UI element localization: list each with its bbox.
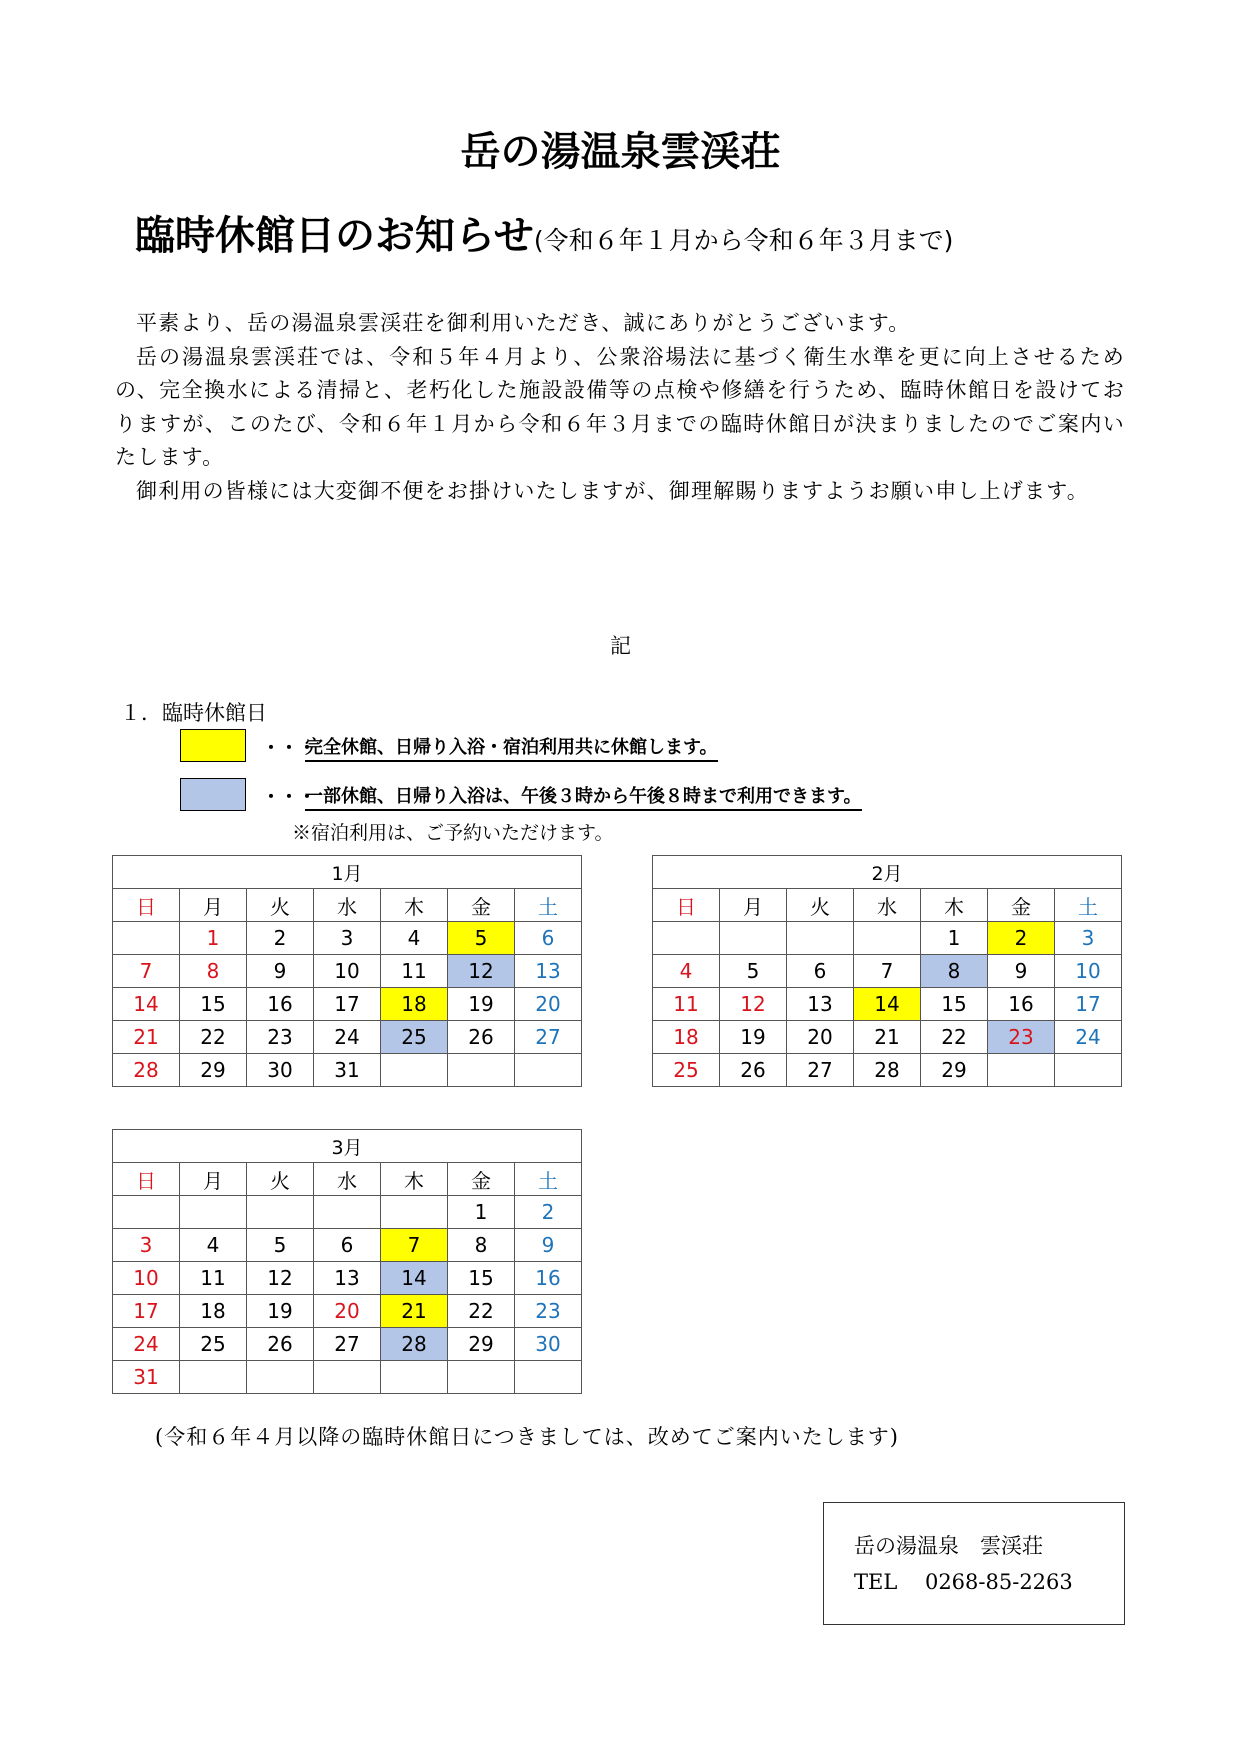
weekday-header: 木 bbox=[381, 889, 448, 922]
calendar-day: 27 bbox=[787, 1054, 854, 1087]
legend-full-label: 完全休館、日帰り入浴・宿泊利用共に休館します。 bbox=[305, 733, 718, 762]
weekday-header: 月 bbox=[720, 889, 787, 922]
calendar-day: 17 bbox=[1055, 988, 1122, 1021]
calendar-day: 26 bbox=[720, 1054, 787, 1087]
calendar-day: 10 bbox=[314, 955, 381, 988]
calendar-month-header: 2月 bbox=[653, 856, 1122, 889]
paragraph: 御利用の皆様には大変御不便をお掛けいたしますが、御理解賜りますようお願い申し上げます。 bbox=[136, 478, 1089, 503]
calendar-day: 5 bbox=[720, 955, 787, 988]
calendar-day: 5 bbox=[448, 922, 515, 955]
calendar-day: 19 bbox=[448, 988, 515, 1021]
notice-body bbox=[115, 307, 1125, 508]
calendar-day: 26 bbox=[247, 1328, 314, 1361]
calendar-day: 20 bbox=[515, 988, 582, 1021]
calendar-day: 25 bbox=[381, 1021, 448, 1054]
calendar-march bbox=[112, 1129, 582, 1394]
calendar-day: 7 bbox=[381, 1229, 448, 1262]
calendar-day: 4 bbox=[381, 922, 448, 955]
calendar-day: 2 bbox=[247, 922, 314, 955]
calendar-day: 22 bbox=[448, 1295, 515, 1328]
calendar-day: 25 bbox=[653, 1054, 720, 1087]
calendar-day: 23 bbox=[515, 1295, 582, 1328]
calendar-day: 11 bbox=[381, 955, 448, 988]
calendar-day: 22 bbox=[180, 1021, 247, 1054]
weekday-header: 木 bbox=[381, 1163, 448, 1196]
weekday-header: 火 bbox=[247, 1163, 314, 1196]
calendar-day: 28 bbox=[381, 1328, 448, 1361]
calendar-day: 17 bbox=[314, 988, 381, 1021]
paragraph: 岳の湯温泉雲渓荘では、令和５年４月より、公衆浴場法に基づく衛生水準を更に向上させるための、完全換水による清掃と、老朽化した施設設備等の点検や修繕を行うため、臨時休館日を設けておりますが、このたび、令和６年１月から令和６年３月までの臨時休館日が決まりましたのでご案内いたします。 bbox=[115, 344, 1125, 469]
section-label: １．臨時休館日 bbox=[120, 701, 267, 725]
calendar-empty-cell bbox=[1055, 1054, 1122, 1087]
calendar-day: 28 bbox=[854, 1054, 921, 1087]
calendar-empty-cell bbox=[787, 922, 854, 955]
calendar-day: 9 bbox=[988, 955, 1055, 988]
calendar-day: 7 bbox=[113, 955, 180, 988]
calendar-day: 30 bbox=[247, 1054, 314, 1087]
calendar-day: 16 bbox=[247, 988, 314, 1021]
calendar-day: 6 bbox=[515, 922, 582, 955]
calendar-day: 12 bbox=[247, 1262, 314, 1295]
calendar-month-header: 3月 bbox=[113, 1130, 582, 1163]
calendar-day: 20 bbox=[787, 1021, 854, 1054]
weekday-header: 土 bbox=[515, 889, 582, 922]
calendar-empty-cell bbox=[113, 1196, 180, 1229]
calendar-day: 25 bbox=[180, 1328, 247, 1361]
calendar-day: 27 bbox=[515, 1021, 582, 1054]
calendar-day: 1 bbox=[180, 922, 247, 955]
calendar-january bbox=[112, 855, 582, 1087]
calendar-february bbox=[652, 855, 1122, 1087]
calendar-day: 19 bbox=[720, 1021, 787, 1054]
calendar-day: 10 bbox=[113, 1262, 180, 1295]
legend-dots: ・・・ bbox=[262, 787, 316, 808]
calendar-day: 13 bbox=[787, 988, 854, 1021]
calendar-empty-cell bbox=[113, 922, 180, 955]
calendar-day: 6 bbox=[314, 1229, 381, 1262]
calendar-day: 13 bbox=[314, 1262, 381, 1295]
calendar-day: 28 bbox=[113, 1054, 180, 1087]
calendar-empty-cell bbox=[653, 922, 720, 955]
calendar-day: 8 bbox=[921, 955, 988, 988]
calendar-day: 8 bbox=[180, 955, 247, 988]
calendar-day: 17 bbox=[113, 1295, 180, 1328]
legend-note: ※宿泊利用は、ご予約いただけます。 bbox=[292, 822, 614, 844]
calendar-day: 13 bbox=[515, 955, 582, 988]
calendar-day: 19 bbox=[247, 1295, 314, 1328]
calendar-day: 24 bbox=[113, 1328, 180, 1361]
calendar-day: 9 bbox=[247, 955, 314, 988]
calendar-day: 9 bbox=[515, 1229, 582, 1262]
calendar-day: 11 bbox=[180, 1262, 247, 1295]
weekday-header: 木 bbox=[921, 889, 988, 922]
calendar-day: 6 bbox=[787, 955, 854, 988]
calendar-day: 15 bbox=[448, 1262, 515, 1295]
calendar-day: 14 bbox=[113, 988, 180, 1021]
footer-note: (令和６年４月以降の臨時休館日につきましては、改めてご案内いたします) bbox=[155, 1425, 899, 1449]
weekday-header: 水 bbox=[854, 889, 921, 922]
calendar-day: 2 bbox=[515, 1196, 582, 1229]
calendar-empty-cell bbox=[180, 1196, 247, 1229]
calendar-day: 24 bbox=[314, 1021, 381, 1054]
weekday-header: 水 bbox=[314, 889, 381, 922]
calendar-empty-cell bbox=[448, 1361, 515, 1394]
calendar-empty-cell bbox=[381, 1196, 448, 1229]
calendar-day: 16 bbox=[515, 1262, 582, 1295]
calendar-day: 31 bbox=[113, 1361, 180, 1394]
calendar-empty-cell bbox=[314, 1361, 381, 1394]
legend-swatch-partial bbox=[180, 778, 246, 811]
calendar-day: 21 bbox=[381, 1295, 448, 1328]
ki-mark: 記 bbox=[610, 634, 631, 658]
calendar-day: 10 bbox=[1055, 955, 1122, 988]
calendar-day: 31 bbox=[314, 1054, 381, 1087]
weekday-header: 日 bbox=[653, 889, 720, 922]
notice-heading-period: (令和６年１月から令和６年３月まで) bbox=[533, 226, 954, 255]
weekday-header: 月 bbox=[180, 1163, 247, 1196]
contact-tel: TEL 0268-85-2263 bbox=[854, 1570, 1073, 1594]
calendar-day: 21 bbox=[854, 1021, 921, 1054]
page-title: 岳の湯温泉雲渓荘 bbox=[460, 129, 781, 175]
calendar-day: 23 bbox=[247, 1021, 314, 1054]
calendar-day: 15 bbox=[180, 988, 247, 1021]
calendar-empty-cell bbox=[515, 1361, 582, 1394]
calendar-day: 8 bbox=[448, 1229, 515, 1262]
calendar-day: 23 bbox=[988, 1021, 1055, 1054]
calendar-day: 29 bbox=[448, 1328, 515, 1361]
weekday-header: 火 bbox=[787, 889, 854, 922]
calendar-empty-cell bbox=[247, 1196, 314, 1229]
weekday-header: 土 bbox=[1055, 889, 1122, 922]
weekday-header: 日 bbox=[113, 1163, 180, 1196]
calendar-day: 22 bbox=[921, 1021, 988, 1054]
weekday-header: 土 bbox=[515, 1163, 582, 1196]
calendar-day: 29 bbox=[921, 1054, 988, 1087]
calendar-empty-cell bbox=[381, 1361, 448, 1394]
weekday-header: 水 bbox=[314, 1163, 381, 1196]
calendar-day: 4 bbox=[653, 955, 720, 988]
calendar-empty-cell bbox=[180, 1361, 247, 1394]
calendar-day: 14 bbox=[381, 1262, 448, 1295]
weekday-header: 金 bbox=[448, 889, 515, 922]
calendar-empty-cell bbox=[448, 1054, 515, 1087]
weekday-header: 火 bbox=[247, 889, 314, 922]
calendar-day: 12 bbox=[720, 988, 787, 1021]
calendar-day: 1 bbox=[448, 1196, 515, 1229]
calendar-day: 18 bbox=[653, 1021, 720, 1054]
calendar-month-header: 1月 bbox=[113, 856, 582, 889]
calendar-day: 3 bbox=[314, 922, 381, 955]
calendar-day: 3 bbox=[113, 1229, 180, 1262]
weekday-header: 金 bbox=[988, 889, 1055, 922]
notice-heading bbox=[135, 204, 953, 261]
calendar-empty-cell bbox=[854, 922, 921, 955]
calendar-day: 26 bbox=[448, 1021, 515, 1054]
calendar-empty-cell bbox=[515, 1054, 582, 1087]
legend-partial-label: 一部休館、日帰り入浴は、午後３時から午後８時まで利用できます。 bbox=[305, 782, 862, 811]
calendar-empty-cell bbox=[247, 1361, 314, 1394]
notice-heading-main: 臨時休館日のお知らせ bbox=[135, 213, 534, 259]
calendar-day: 3 bbox=[1055, 922, 1122, 955]
calendar-day: 1 bbox=[921, 922, 988, 955]
legend-dots: ・・・ bbox=[262, 738, 316, 759]
calendar-empty-cell bbox=[988, 1054, 1055, 1087]
calendar-empty-cell bbox=[720, 922, 787, 955]
contact-box bbox=[823, 1502, 1125, 1625]
calendar-day: 20 bbox=[314, 1295, 381, 1328]
calendar-day: 18 bbox=[180, 1295, 247, 1328]
calendar-day: 29 bbox=[180, 1054, 247, 1087]
calendar-day: 11 bbox=[653, 988, 720, 1021]
calendar-day: 18 bbox=[381, 988, 448, 1021]
paragraph: 平素より、岳の湯温泉雲渓荘を御利用いただき、誠にありがとうございます。 bbox=[136, 311, 911, 335]
calendar-day: 24 bbox=[1055, 1021, 1122, 1054]
calendar-day: 21 bbox=[113, 1021, 180, 1054]
calendar-day: 15 bbox=[921, 988, 988, 1021]
calendar-day: 16 bbox=[988, 988, 1055, 1021]
calendar-day: 14 bbox=[854, 988, 921, 1021]
calendar-empty-cell bbox=[314, 1196, 381, 1229]
calendar-day: 7 bbox=[854, 955, 921, 988]
calendar-day: 2 bbox=[988, 922, 1055, 955]
weekday-header: 日 bbox=[113, 889, 180, 922]
weekday-header: 金 bbox=[448, 1163, 515, 1196]
calendar-empty-cell bbox=[381, 1054, 448, 1087]
calendar-day: 4 bbox=[180, 1229, 247, 1262]
legend-swatch-full bbox=[180, 729, 246, 762]
calendar-day: 5 bbox=[247, 1229, 314, 1262]
calendar-day: 12 bbox=[448, 955, 515, 988]
weekday-header: 月 bbox=[180, 889, 247, 922]
contact-name: 岳の湯温泉 雲渓荘 bbox=[854, 1534, 1043, 1558]
calendar-day: 27 bbox=[314, 1328, 381, 1361]
calendar-day: 30 bbox=[515, 1328, 582, 1361]
